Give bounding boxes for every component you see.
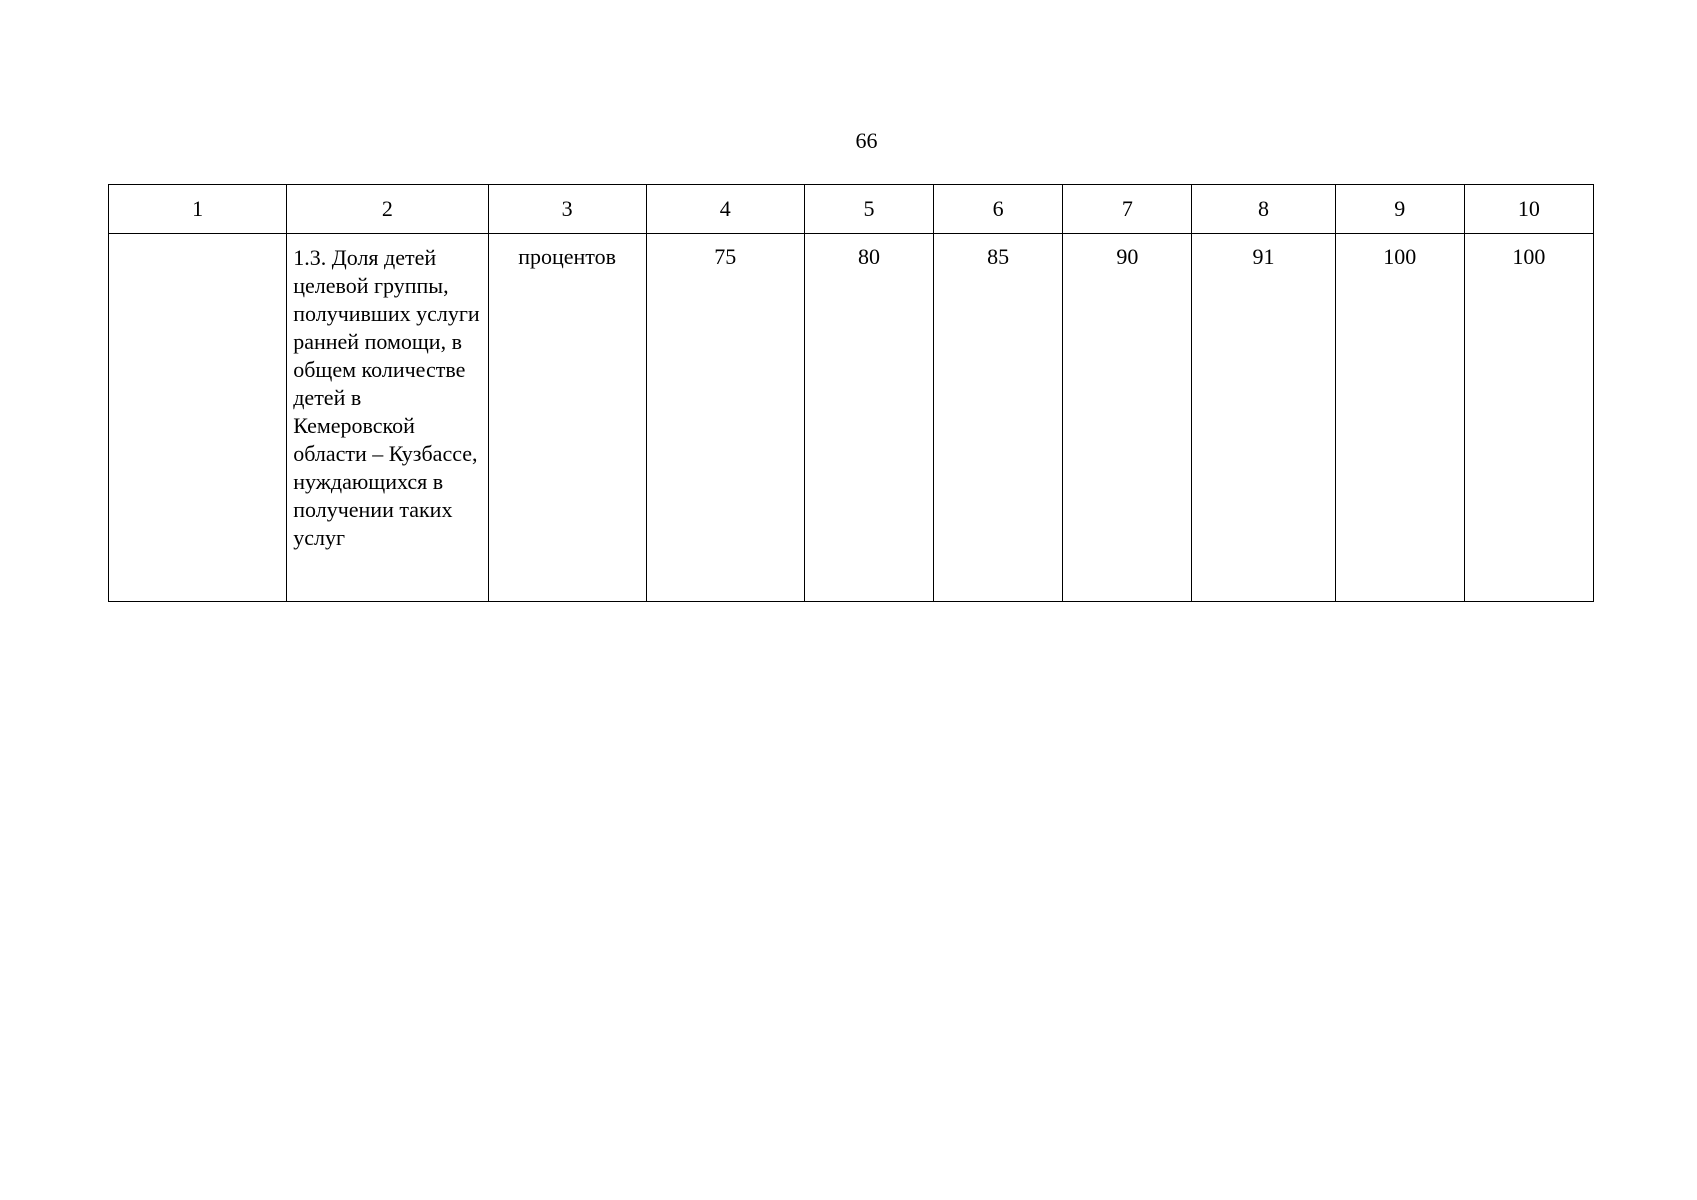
column-header: 1 xyxy=(109,185,287,234)
column-header: 4 xyxy=(646,185,804,234)
column-header: 7 xyxy=(1063,185,1192,234)
unit-cell: процентов xyxy=(488,234,646,602)
value-cell: 100 xyxy=(1335,234,1464,602)
value-cell: 100 xyxy=(1464,234,1593,602)
page-number: 66 xyxy=(855,128,878,153)
table-cell-empty xyxy=(109,234,287,602)
indicator-name-cell: 1.3. Доля детей целевой группы, получивших услуги ранней помощи, в общем количестве детей в Кемеровской области – Кузбассе, нуждающихся в получении таких услуг xyxy=(287,234,488,602)
column-header: 6 xyxy=(934,185,1063,234)
indicator-table xyxy=(108,184,1594,602)
column-header: 3 xyxy=(488,185,646,234)
value-cell: 80 xyxy=(804,234,933,602)
column-header: 2 xyxy=(287,185,488,234)
value-cell: 85 xyxy=(934,234,1063,602)
column-header: 8 xyxy=(1192,185,1335,234)
column-header: 10 xyxy=(1464,185,1593,234)
table-row xyxy=(109,234,1594,602)
value-cell: 91 xyxy=(1192,234,1335,602)
value-cell: 75 xyxy=(646,234,804,602)
header-row xyxy=(109,185,1594,234)
column-header: 9 xyxy=(1335,185,1464,234)
column-header: 5 xyxy=(804,185,933,234)
value-cell: 90 xyxy=(1063,234,1192,602)
